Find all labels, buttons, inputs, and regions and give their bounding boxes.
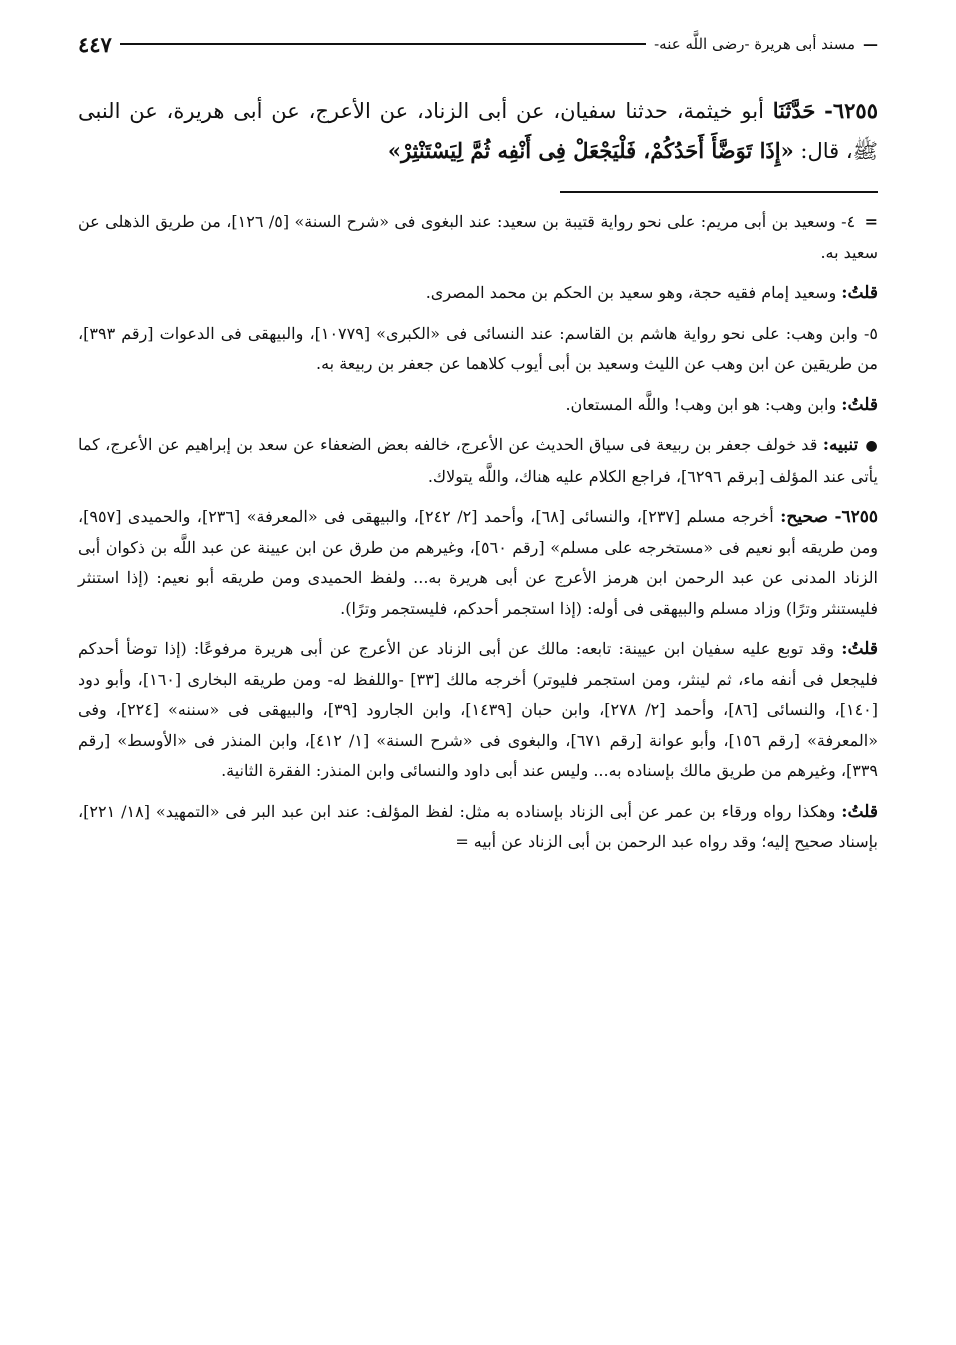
note-text: ٥- وابن وهب: على نحو رواية هاشم بن القاسم: عند النسائى فى «الكبرى» [١٠٧٧٩]، والبيهقى فى الدعوات [رقم ٣٩٣]، من طريقين عن ابن وهب عن الليث وسعيد بن أبى أيوب كلاهما عن جعفر بن ربيعة به. — [78, 323, 878, 373]
header-rule — [120, 43, 646, 45]
hadith-isnad: أبو خيثمة، حدثنا سفيان، عن أبى الزناد، عن الأعرج، عن أبى هريرة، عن النبى ﷺ، قال: — [78, 99, 878, 163]
header-title: مسند أبى هريرة -رضى اللَّه عنه- — [654, 35, 855, 53]
note-number: ٦٢٥٥- — [834, 507, 879, 527]
note-text: ٤- وسعيد بن أبى مريم: على نحو رواية قتيبة بن سعيد: عند البغوى فى «شرح السنة» [٥/ ١٢٦]، من طريق الذهلى عن سعيد به. — [78, 212, 878, 262]
note-paragraph — [78, 319, 878, 380]
note-text: قد خولف جعفر بن ربيعة فى سياق الحديث عن الأعرج، خالفه بعض الضعفاء عن سعد بن إبراهيم عن الأعرج، كما يأتى عند المؤلف [برقم ٦٢٩٦]، فراجع الكلام عليه هناك، واللَّه يتولاك. — [78, 435, 878, 486]
running-header — [78, 30, 878, 58]
note-text: وابن وهب: هو ابن وهب! واللَّه المستعان. — [565, 394, 837, 414]
note-paragraph — [78, 430, 878, 492]
document-page — [78, 30, 878, 868]
note-text: وسعيد إمام فقيه حجة، وهو سعيد بن الحكم بن محمد المصرى. — [425, 283, 837, 302]
note-paragraph — [78, 207, 878, 268]
note-label: قلتُ: — [841, 801, 878, 822]
note-text: وهكذا رواه ورقاء بن عمر عن أبى الزناد بإسناده به مثل: لفظ المؤلف: عند ابن عبد البر فى «التمهيد» [١٨/ ٢٢١]، بإسناد صحيح إليه؛ وقد رواه عبد الرحمن بن أبى الزناد عن أبيه = — [78, 801, 878, 851]
note-label: قلتُ: — [841, 394, 878, 415]
hadith-text — [78, 91, 878, 171]
header-dash: — — [863, 35, 878, 53]
note-paragraph — [78, 797, 878, 858]
note-label: تنبيه: — [822, 435, 859, 455]
page-number: ٤٤٧ — [78, 31, 112, 57]
note-label: صحيح: — [780, 507, 828, 527]
bullet-icon: ● — [865, 438, 878, 454]
note-paragraph — [78, 390, 878, 421]
continuation-mark: = — [864, 212, 878, 231]
note-paragraph — [78, 634, 878, 787]
hadith-lead: حَدَّثَنَا — [772, 98, 816, 123]
hadith-matn: «إِذَا تَوَضَّأَ أَحَدُكُمْ، فَلْيَجْعَلْ فِى أَنْفِه ثُمَّ لِيَسْتَنْثِرْ» — [387, 138, 794, 163]
note-paragraph — [78, 278, 878, 309]
note-label: قلتُ: — [841, 283, 878, 303]
note-text: أخرجه مسلم [٢٣٧]، والنسائى [٦٨]، وأحمد [٢/ ٢٤٢]، والبيهقى فى «المعرفة» [٢٣٦]، والحميدى [٩٥٧]، ومن طريقه أبو نعيم فى «مستخرجه على مسلم» [رقم ٥٦٠]، وغيرهم من طرق عن ابن عيينة عن عبد اللَّه بن ذكوان أبى الزناد المدنى عن عبد الرحمن ابن هرمز الأعرج عن أبى هريرة به... ولفظ الحميدى ومن طريقه أبو نعيم: (إذا استنثر فليستنثر وترًا) وزاد مسلم والبيهقى فى أوله: (إذا استجمر أحدكم، فليستجمر وترًا). — [78, 507, 879, 618]
note-paragraph — [78, 502, 878, 624]
hadith-number: ٦٢٥٥- — [824, 98, 878, 123]
note-label: قلتُ: — [841, 639, 878, 659]
note-text: وقد توبع عليه سفيان ابن عيينة: تابعه: مالك عن أبى الزناد عن الأعرج عن أبى هريرة مرفوعًا: (إذا توضأ أحدكم فليجعل فى أنفه ماء، ثم لينثر، ومن استجمر فليوتر) أخرجه مالك [٣٣] -واللفظ له- ومن طريقه البخارى [١٦٠]، وأبو دود [١٤٠]، والنسائى [٨٦]، وأحمد [٢/ ٢٧٨]، وابن حبان [١٤٣٩]، وابن الجارود [٣٩]، والبيهقى فى «سننه» [٢٢٤]، وفى «المعرفة» [رقم ١٥٦]، وأبو عوانة [رقم ٦٧١]، والبغوى فى «شرح السنة» [١/ ٤١٢]، وابن المنذر فى «الأوسط» [رقم ٣٣٩]، وغيرهم من طريق مالك بإسناده به... وليس عند أبى داود والنسائى وابن المنذر: الفقرة الثانية. — [78, 639, 879, 780]
footnotes — [78, 207, 878, 858]
footnote-separator — [560, 191, 878, 193]
